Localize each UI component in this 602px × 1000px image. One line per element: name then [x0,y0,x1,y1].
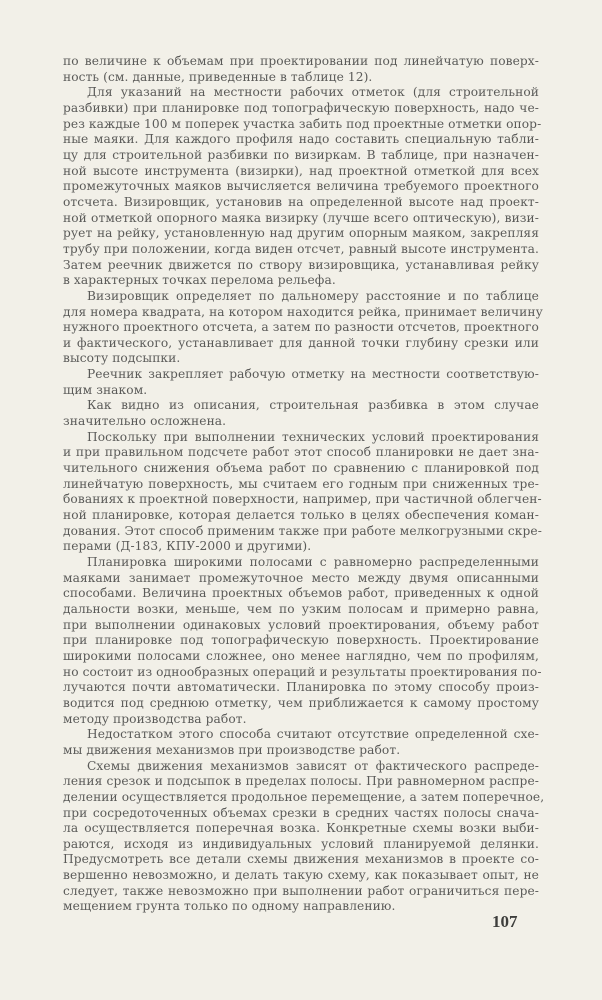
text-line: Для указаний на местности рабочих отметок (для строительной [87,85,539,100]
text-line: отсчета. Визировщик, установив на определенной высоте над проект- [63,194,539,209]
text-line: линейчатую поверхность, мы считаем его годным при сниженных тре- [63,476,539,491]
text-line: промежуточных маяков вычисляется величина требуемого проектного [63,179,539,194]
text-line: рует на рейку, установленную над другим опорным маяком, закрепляя [63,226,539,241]
text-line: мы движения механизмов при производстве работ. [63,742,401,757]
paragraph [63,398,539,429]
paragraph [63,429,542,555]
text-line: бованиях к проектной поверхности, например, при частичной облегчен- [63,492,542,507]
text-line: перами (Д-183, КПУ-2000 и другими). [63,539,312,554]
paragraph [63,758,545,916]
text-line: но состоит из однообразных операций и результаты проектирования по- [63,664,542,679]
paragraph [63,555,542,727]
text-line: Реечник закрепляет рабочую отметку на местности соответствую- [87,367,539,382]
text-line: нужного проектного отсчета, а затем по разности отсчетов, проектного [63,320,539,335]
page-number: 107 [492,912,518,931]
text-line: Схемы движения механизмов зависят от фактического распреде- [87,758,539,773]
text-line: Планировка широкими полосами с равномерно распределенными [87,555,539,569]
text-line: в характерных точках перелома рельефа. [63,273,336,288]
text-line: и при правильном подсчете работ этот способ планировки не дает зна- [63,445,539,460]
text-line: при сосредоточенных объемах срезки в средних частях полосы снача- [63,805,539,820]
text-line: ной планировке, которая делается только в целях обеспечения коман- [63,508,539,523]
text-line: маяками занимает промежуточное место между двумя описанными [63,570,539,585]
text-line: щим знаком. [63,382,148,397]
text-line: мещением грунта только по одному направлению. [63,899,396,914]
text-line: и фактического, устанавливает для данной точки глубину срезки или [63,335,539,350]
text-line: ность (см. данные, приведенные в таблице 12). [63,69,373,84]
text-line: делении осуществляется продольное перемещение, а затем поперечное, [63,789,545,804]
paragraph [63,288,543,367]
paragraph [63,367,539,398]
text-line: цу для строительной разбивки по визиркам. В таблице, при назначен- [63,147,539,162]
paragraph [63,85,542,289]
text-line: дальности возки, меньше, чем по узким полосам и примерно равна, [63,601,539,616]
text-line: широкими полосами сложнее, оно менее наглядно, чем по профилям, [63,648,539,663]
text-line: ной отметкой опорного маяка визирку (лучше всего оптическую), визи- [63,210,539,225]
text-line: чительного снижения объема работ по сравнению с планировкой под [63,461,539,476]
text-line: высоту подсыпки. [63,351,181,366]
text-line: разбивки) при планировке под топографическую поверхность, надо че- [63,100,539,115]
text-line: рез каждые 100 м поперек участка забить под проектные отметки опор- [63,116,542,131]
paragraph [63,727,539,758]
text-line: Предусмотреть все детали схемы движения механизмов в проекте со- [63,852,539,867]
text-line: при выполнении одинаковых условий проектирования, объему работ [63,617,539,632]
text-line: Как видно из описания, строительная разбивка в этом случае [87,398,539,413]
text-line: ные маяки. Для каждого профиля надо составить специальную табли- [63,132,539,147]
text-line: лучаются почти автоматически. Планировка по этому способу произ- [63,680,539,695]
page-body-text [63,54,545,915]
text-line: раются, исходя из индивидуальных условий планируемой делянки. [63,836,539,851]
text-line: Визировщик определяет по дальномеру расстояние и по таблице [87,288,539,303]
paragraph [63,54,539,85]
text-line: при планировке под топографическую поверхность. Проектирование [63,633,539,648]
text-line: ла осуществляется поперечная возка. Конкретные схемы возки выби- [63,821,539,836]
text-line: значительно осложнена. [63,414,227,429]
text-line: для номера квадрата, на котором находится рейка, принимает величину [63,304,543,319]
text-line: ной высоте инструмента (визирки), над проектной отметкой для всех [63,163,539,178]
text-line: вершенно невозможно, и делать такую схему, как показывает опыт, не [63,868,539,883]
text-line: ления срезок и подсыпок в пределах полосы. При равномерном распре- [63,774,539,789]
text-line: способами. Величина проектных объемов работ, приведенных к одной [63,586,539,601]
text-line: Недостатком этого способа считают отсутствие определенной схе- [87,727,539,742]
text-line: водится под среднюю отметку, чем приближается к самому простому [63,695,539,710]
text-line: методу производства работ. [63,711,247,726]
text-line: трубу при положении, когда виден отсчет, равный высоте инструмента. [63,241,539,256]
text-line: следует, также невозможно при выполнении работ ограничиться пере- [63,883,539,898]
text-line: по величине к объемам при проектировании под линейчатую поверх- [63,54,539,68]
text-line: Поскольку при выполнении технических условий проектирования [87,429,539,444]
text-line: дования. Этот способ применим также при работе мелкогрузными скре- [63,523,542,538]
text-line: Затем реечник движется по створу визировщика, устанавливая рейку [63,257,539,272]
